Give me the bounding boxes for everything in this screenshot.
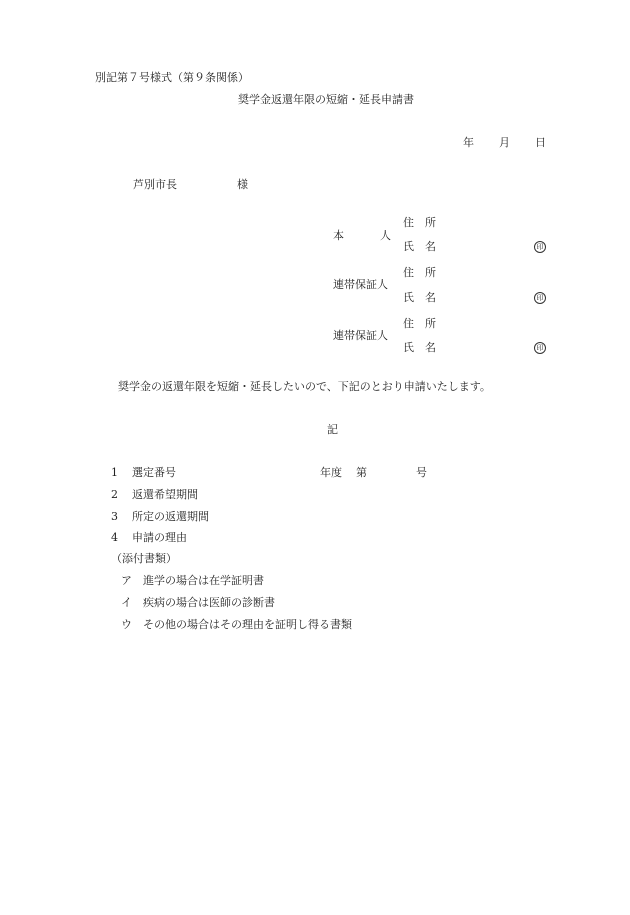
document-title: 奨学金返還年限の短縮・延長申請書 bbox=[238, 93, 414, 106]
request-statement: 奨学金の返還年限を短縮・延長したいので、下記のとおり申請いたします。 bbox=[118, 380, 491, 393]
date-day: 日 bbox=[535, 136, 546, 149]
addressee-honorific: 様 bbox=[237, 178, 248, 191]
item-number: 2 bbox=[111, 488, 118, 501]
name-label: 氏 名 bbox=[403, 240, 436, 253]
attachment-text: その他の場合はその理由を証明し得る書類 bbox=[143, 618, 352, 631]
date-year: 年 bbox=[463, 136, 474, 149]
seal-mark: 印 bbox=[534, 292, 546, 304]
attachment-mark: イ bbox=[121, 596, 132, 609]
party-role: 連帯保証人 bbox=[333, 329, 388, 342]
item-dai-label: 第 bbox=[356, 466, 367, 479]
item-number: 4 bbox=[111, 531, 118, 544]
attachment-mark: ウ bbox=[121, 618, 132, 631]
date-month: 月 bbox=[499, 136, 510, 149]
item-number: 1 bbox=[111, 466, 118, 479]
address-label: 住 所 bbox=[403, 317, 436, 330]
item-label: 選定番号 bbox=[132, 466, 176, 479]
item-label: 返還希望期間 bbox=[132, 488, 198, 501]
attachments-heading: （添付書類） bbox=[111, 552, 177, 565]
item-label: 所定の返還期間 bbox=[132, 510, 209, 523]
address-label: 住 所 bbox=[403, 216, 436, 229]
party-role: 人 bbox=[380, 229, 391, 242]
name-label: 氏 名 bbox=[403, 291, 436, 304]
seal-mark: 印 bbox=[534, 241, 546, 253]
party-role: 本 bbox=[333, 229, 344, 242]
attachment-text: 進学の場合は在学証明書 bbox=[143, 574, 264, 587]
attachment-mark: ア bbox=[121, 574, 132, 587]
party-role: 連帯保証人 bbox=[333, 278, 388, 291]
item-number: 3 bbox=[111, 510, 118, 523]
item-label: 申請の理由 bbox=[132, 531, 187, 544]
item-go-label: 号 bbox=[416, 466, 427, 479]
attachment-text: 疾病の場合は医師の診断書 bbox=[143, 596, 275, 609]
address-label: 住 所 bbox=[403, 266, 436, 279]
form-reference: 別記第７号様式（第９条関係） bbox=[95, 71, 249, 84]
ki-heading: 記 bbox=[327, 423, 338, 436]
item-year-label: 年度 bbox=[320, 466, 342, 479]
seal-mark: 印 bbox=[534, 342, 546, 354]
name-label: 氏 名 bbox=[403, 341, 436, 354]
addressee-name: 芦別市長 bbox=[133, 178, 177, 191]
